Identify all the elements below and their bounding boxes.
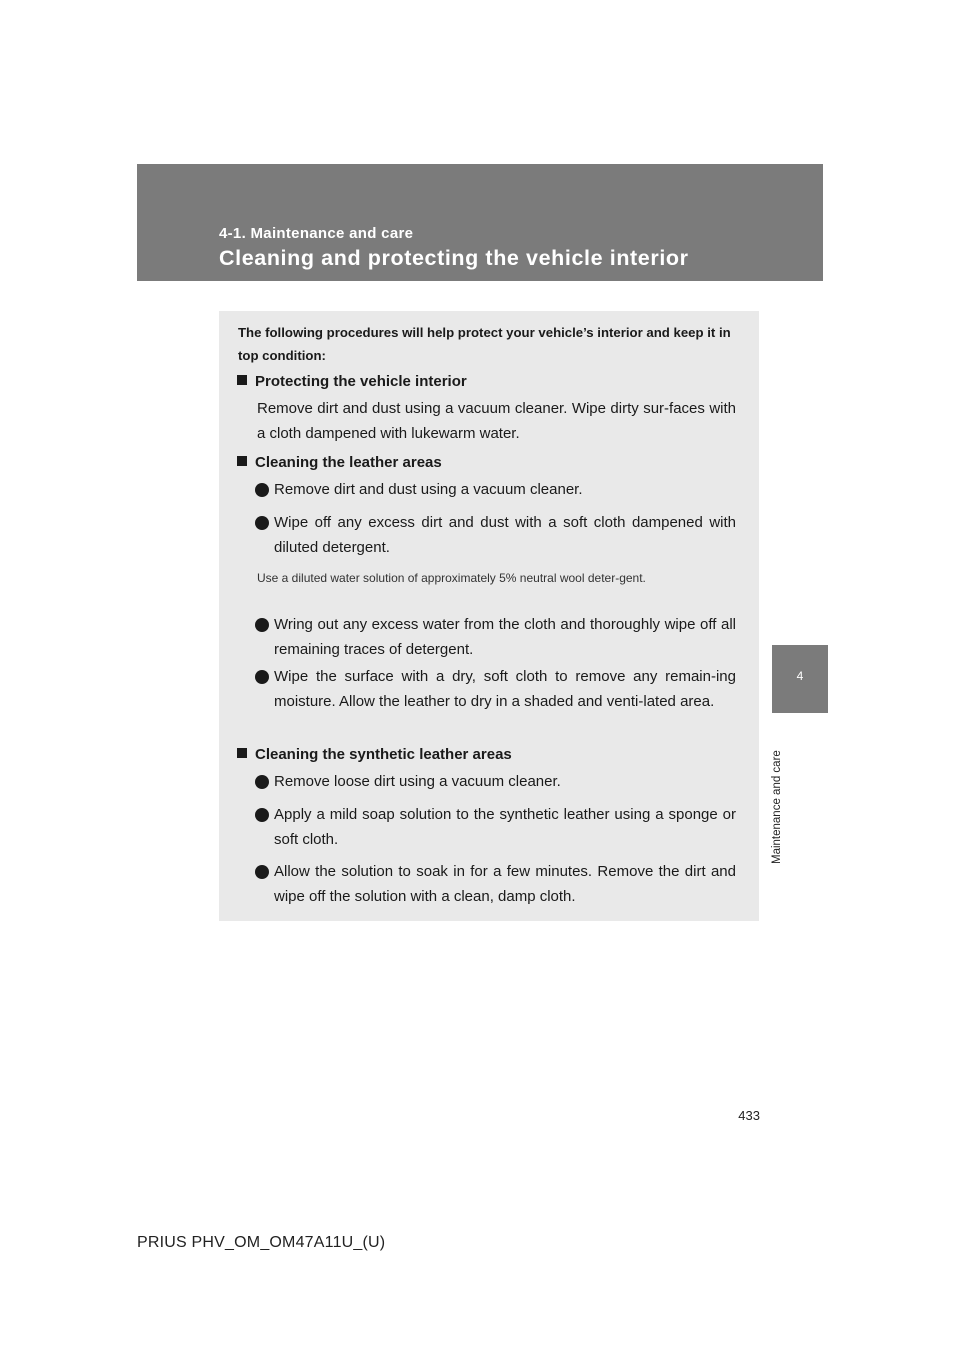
chapter-number: 4	[796, 669, 804, 683]
section-heading-leather: Cleaning the leather areas	[237, 454, 442, 471]
list-item: Wipe the surface with a dry, soft cloth to remove any remain-ing moisture. Allow the leather to dry in a shaded and venti-lated area.	[255, 665, 736, 714]
list-item: Remove loose dirt using a vacuum cleaner.	[255, 770, 736, 795]
page-title: Cleaning and protecting the vehicle interior	[219, 246, 689, 270]
square-bullet-icon	[237, 375, 247, 385]
bullet-dot-icon	[255, 516, 269, 530]
section-heading-protecting: Protecting the vehicle interior	[237, 373, 467, 390]
section-text-protecting: Remove dirt and dust using a vacuum cleaner. Wipe dirty sur-faces with a cloth dampened with lukewarm water.	[257, 400, 736, 442]
square-bullet-icon	[237, 456, 247, 466]
bullet-dot-icon	[255, 775, 269, 789]
list-item: Allow the solution to soak in for a few minutes. Remove the dirt and wipe off the solution with a clean, damp cloth.	[255, 860, 736, 909]
bullet-dot-icon	[255, 808, 269, 822]
dilution-note: Use a diluted water solution of approximately 5% neutral wool deter-gent.	[257, 571, 646, 585]
chapter-header	[137, 164, 823, 281]
content-box	[219, 311, 759, 921]
list-item: Remove dirt and dust using a vacuum cleaner.	[255, 478, 736, 503]
document-id: PRIUS PHV_OM_OM47A11U_(U)	[137, 1234, 386, 1251]
chapter-tab-label: Maintenance and care	[771, 750, 783, 864]
list-item: Wipe off any excess dirt and dust with a soft cloth dampened with diluted detergent.	[255, 511, 736, 560]
section-label: 4-1. Maintenance and care	[219, 225, 414, 242]
chapter-tab	[772, 645, 828, 713]
chapter-tab-label-wrap	[764, 724, 792, 874]
intro-text: The following procedures will help protect your vehicle’s interior and keep it in top condition:	[238, 325, 731, 363]
bullet-dot-icon	[255, 483, 269, 497]
bullet-dot-icon	[255, 865, 269, 879]
square-bullet-icon	[237, 748, 247, 758]
section-heading-synthetic: Cleaning the synthetic leather areas	[237, 746, 512, 763]
list-item: Wring out any excess water from the cloth and thoroughly wipe off all remaining traces of detergent.	[255, 613, 736, 662]
bullet-dot-icon	[255, 670, 269, 684]
page-number: 433	[738, 1108, 760, 1123]
list-item: Apply a mild soap solution to the synthetic leather using a sponge or soft cloth.	[255, 803, 736, 852]
bullet-dot-icon	[255, 618, 269, 632]
